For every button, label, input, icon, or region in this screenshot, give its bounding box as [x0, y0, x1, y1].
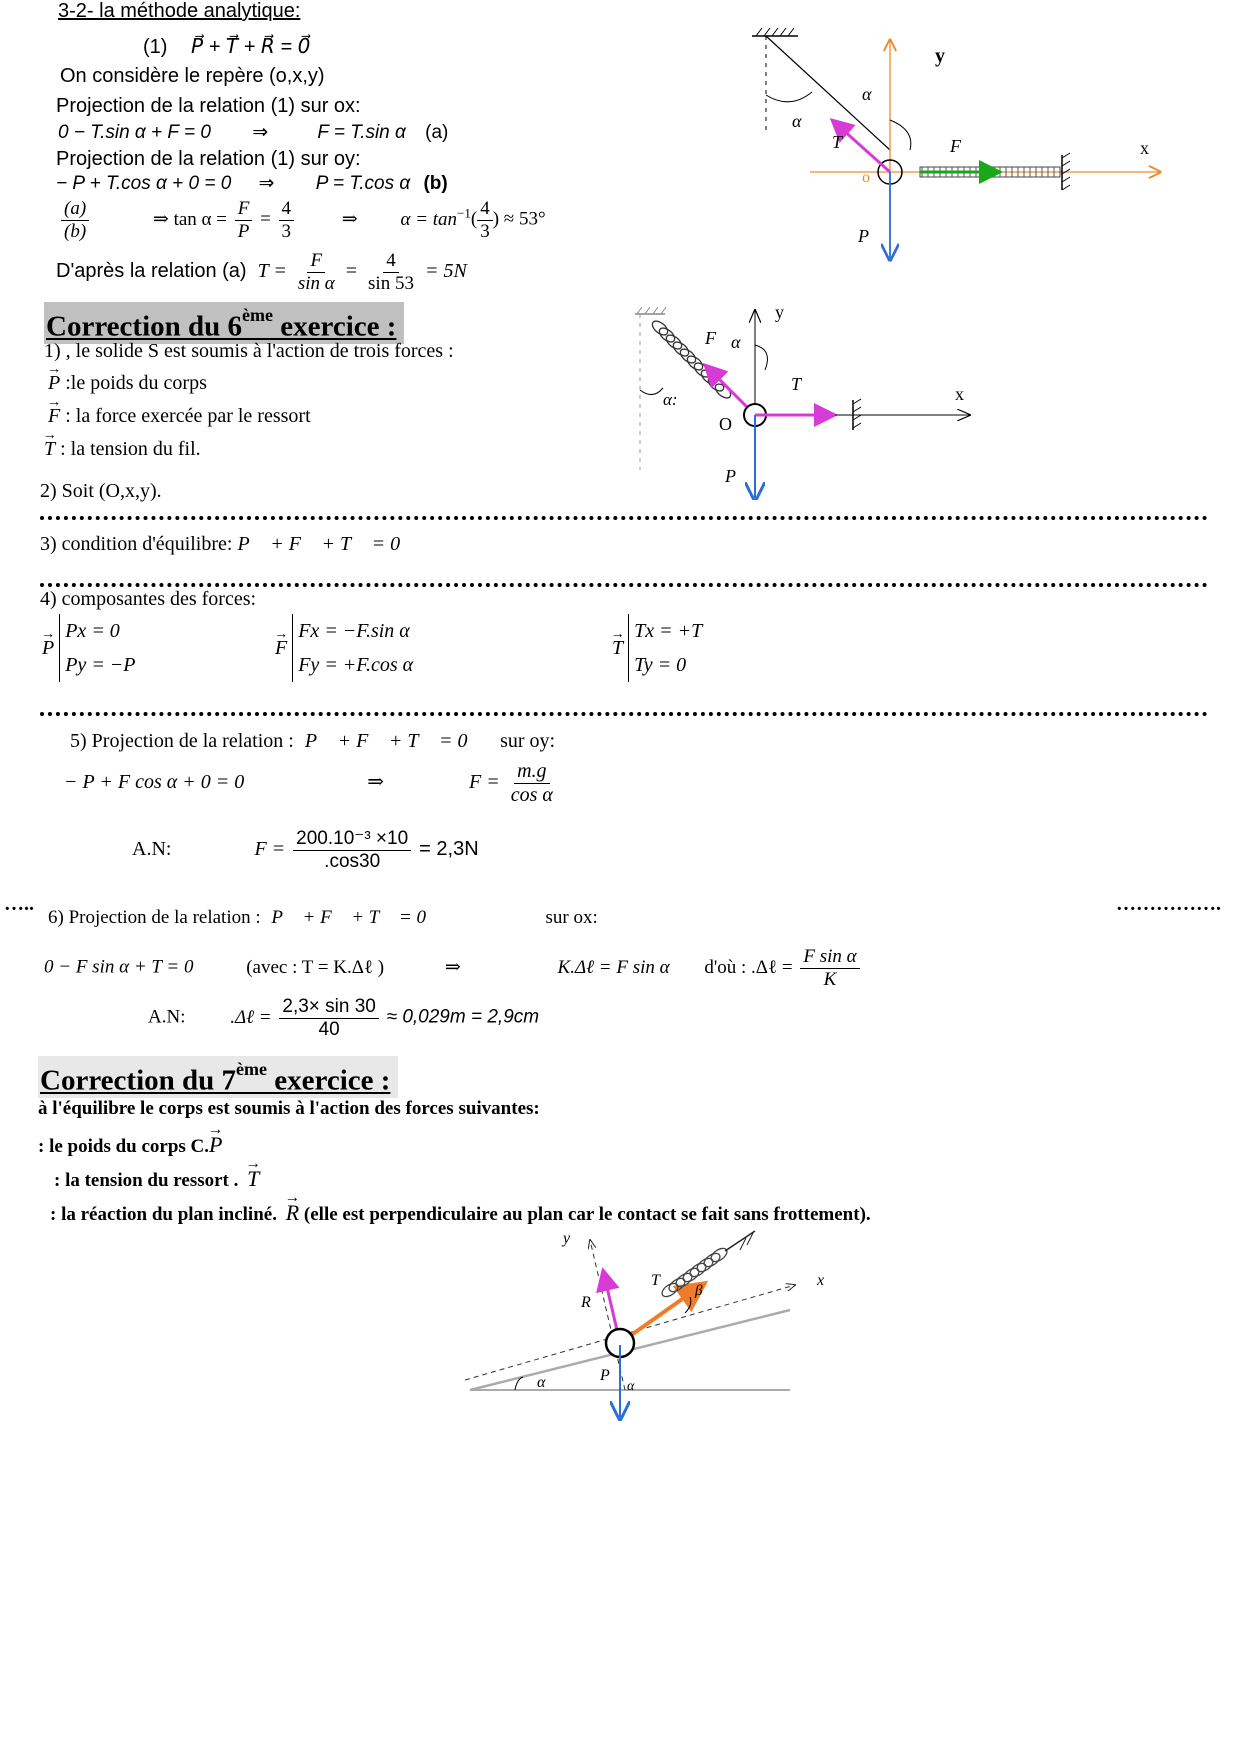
implies-arrow: ⇒: [341, 208, 358, 230]
fig3-alpha-label: α: [537, 1374, 546, 1391]
dots-left: …..: [4, 893, 34, 915]
Fx: Fx = −F.sin α: [298, 620, 410, 642]
vec-P-symbol: → P: [48, 372, 60, 395]
proj-ox-label: Projection de la relation (1) sur ox:: [56, 95, 361, 117]
fig2-P-label: P: [725, 466, 736, 486]
eq1: P⃗ + T⃗ + R⃗ = 0⃗: [191, 36, 311, 58]
fig1-o-label: o: [862, 169, 870, 186]
an5-frac: $\frac{\text{200.10⁻³ ×10}}{.\cos 30}$: [293, 828, 411, 873]
figure-2-spring-string: [615, 300, 985, 500]
repere-line: On considère le repère (o,x,y): [60, 65, 325, 87]
tan-frac: [235, 198, 253, 243]
an6-label: A.N:: [148, 1006, 186, 1028]
ratio-num: (a): [61, 198, 89, 221]
an6-dl: .Δℓ =: [230, 1006, 272, 1028]
vec-P-symbol: → P: [42, 637, 54, 660]
fig1-alpha-left: α: [792, 111, 802, 131]
vec-F-symbol: → F: [48, 405, 60, 428]
fig1-alpha-right: α: [862, 84, 872, 104]
fig2-alpha2-label: α:: [663, 390, 678, 409]
alpha-den: 3: [480, 220, 490, 242]
apres-den1: sin α: [297, 272, 335, 294]
vec-T-symbol: → T: [44, 438, 55, 461]
components-T: [612, 614, 702, 682]
fig3-y-label: y: [563, 1230, 571, 1247]
vec-T-symbol: → T: [612, 637, 623, 660]
components-F: [275, 614, 413, 682]
dotted-separator: [40, 712, 1208, 716]
implies-arrow: ⇒: [367, 771, 384, 794]
Px: Px = 0: [65, 620, 120, 642]
item5-equation: P⃗ + F⃗ + T⃗ = 0⃗: [304, 730, 484, 752]
tan-prefix: ⇒ tan α =: [152, 208, 227, 230]
angle-arc: [640, 388, 663, 395]
tan-eq: =: [260, 208, 271, 230]
ex6-force-F: → F : la force exercée par le ressort: [48, 405, 311, 428]
components-P: [42, 614, 136, 682]
proj-ox-row: [58, 121, 448, 144]
proj-ox-result: F = T.sin α: [317, 122, 406, 143]
ceiling-hatch: [635, 307, 666, 314]
P-components: [59, 614, 135, 682]
item6-avec: (avec : T = K.Δℓ ): [246, 956, 385, 978]
an6-result: ≈ 0,029m = 2,9cm: [386, 1006, 540, 1028]
vec-R-symbol: → R: [286, 1200, 299, 1226]
figure-1-pendulum-spring: [750, 20, 1170, 270]
angle-arc-alpha: [890, 120, 911, 150]
vec-F-symbol: → F: [275, 637, 287, 660]
fig3-x-label: x: [817, 1272, 825, 1289]
ex6-force-T: → T : la tension du fil.: [44, 438, 201, 461]
ratio-den: (b): [64, 220, 87, 242]
ex6-force-P: → P :le poids du corps: [48, 372, 207, 395]
item3-equation: P⃗ + F⃗ + T⃗ = 0⃗: [237, 533, 416, 555]
dots-right: …………….: [1116, 893, 1221, 915]
tan-value: [279, 198, 295, 243]
tan-val-num: 4: [279, 198, 295, 221]
angle-arc-beta: [685, 1297, 691, 1313]
item5-F: F =: [468, 771, 500, 794]
proj-oy-row: [56, 172, 448, 195]
item5-line: − P + F cos α + 0 = 0 ⇒ F = $\frac{m.g}{\text{cos α}}$: [64, 760, 559, 807]
an6-row: [148, 996, 539, 1041]
dotted-separator: [40, 516, 1208, 520]
F-components: [292, 614, 413, 682]
fig2-O-label: O: [719, 414, 732, 434]
T-components: [628, 614, 702, 682]
ex6-item-5: 5) Projection de la relation : P⃗ + F⃗ + T⃗ = 0⃗ sur oy:: [70, 730, 556, 752]
ex7-line-1: : le poids du corps C.→ P: [38, 1132, 222, 1158]
ex6-item-1: 1) , le solide S est soumis à l'action de trois forces :: [44, 340, 454, 362]
implies-arrow: ⇒: [252, 122, 269, 143]
angle-arc-alpha: [755, 345, 767, 370]
an-label: A.N:: [132, 837, 172, 860]
tag-a: (a): [425, 122, 449, 143]
apres-row: [56, 250, 467, 295]
fig3-alpha2-label: α: [627, 1379, 635, 1394]
apres-eq: =: [345, 259, 358, 282]
fig1-x-label: x: [1140, 138, 1149, 158]
tag-b: (b): [423, 173, 448, 194]
ex6-item-2: 2) Soit (O,x,y).: [40, 480, 162, 502]
an5-row: [132, 828, 479, 873]
vec-T-symbol: → T: [247, 1166, 259, 1192]
apres-num1: F: [307, 250, 325, 273]
ex7-intro: à l'équilibre le corps est soumis à l'action des forces suivantes:: [38, 1098, 540, 1119]
fig1-F-label: F: [950, 136, 961, 156]
angle-arc: [766, 92, 812, 102]
apres-den2: sin 53: [368, 272, 414, 294]
fig2-F-label: F: [705, 328, 716, 348]
ex6-item-6: 6) Projection de la relation : P⃗ + F⃗ + T⃗ = 0⃗ sur ox:: [48, 907, 598, 928]
alpha-result: ≈ 53°: [503, 208, 546, 230]
equation-1-row: [143, 34, 310, 59]
proj-ox-eq: 0 − T.sin α + F = 0: [58, 122, 211, 143]
ex6-item-3: 3) condition d'équilibre: P⃗ + F⃗ + T⃗ = 0⃗: [40, 533, 416, 555]
apres-T: T =: [257, 259, 287, 282]
apres-result: = 5N: [424, 259, 467, 282]
spring-anchor: [725, 1231, 755, 1251]
eq1-label: (1): [143, 36, 168, 58]
proj-oy-label: Projection de la relation (1) sur oy:: [56, 148, 361, 170]
item6-dou: d'où : .Δℓ =: [704, 956, 793, 978]
tan-val-den: 3: [281, 220, 292, 242]
anchor-hatch: [740, 1233, 753, 1250]
fig2-x-label: x: [955, 384, 964, 404]
alpha-open: (: [470, 208, 478, 230]
fig3-T-label: T: [651, 1272, 660, 1289]
Fy: Fy = +F.cos α: [298, 654, 414, 676]
item6-frac: $\frac{\text{F sin α}}{K}$: [800, 946, 859, 991]
item5-on: sur oy:: [500, 730, 556, 752]
proj-oy-eq: − P + T.cos α + 0 = 0: [56, 173, 232, 194]
implies-arrow: ⇒: [444, 956, 461, 978]
ex6-item-4: 4) composantes des forces:: [40, 588, 257, 610]
Tx: Tx = +T: [634, 620, 703, 642]
dotted-separator: [40, 583, 1208, 587]
alpha-close: ): [492, 208, 500, 230]
tan-frac-num: F: [235, 198, 253, 221]
item6-on: sur ox:: [545, 907, 598, 928]
Py: Py = −P: [65, 654, 136, 676]
fig2-alpha-label: α: [731, 332, 741, 352]
item6-line: 0 − F sin α + T = 0 (avec : T = K.Δℓ ) ⇒ K.Δℓ = F sin α d'où : .Δℓ = $\frac{\text{F sin α}}{K}$: [44, 946, 863, 991]
fig1-T-label: T: [832, 132, 843, 152]
fig1-y-label: y: [935, 45, 945, 67]
fig1-P-label: P: [858, 226, 869, 246]
implies-arrow: ⇒: [258, 173, 275, 194]
alpha-exp: −1: [457, 205, 471, 221]
heading-exercice-7: Correction du 7ème exercice :: [38, 1056, 398, 1098]
an5-result: = 2,3N: [419, 837, 479, 860]
item6-relation: K.Δℓ = F sin α: [557, 956, 670, 978]
alpha-num: 4: [477, 198, 493, 221]
alpha-frac: [477, 198, 493, 243]
ex7-line-3: : la réaction du plan incliné. → R (elle est perpendiculaire au plan car le contact se fait sans frottement).: [50, 1200, 871, 1226]
an5-F: F =: [254, 837, 286, 860]
Ty: Ty = 0: [634, 654, 687, 676]
section-title-3-2: 3-2- la méthode analytique:: [58, 0, 301, 22]
vec-P-symbol: → P: [209, 1132, 222, 1158]
fig3-R-label: R: [581, 1294, 591, 1311]
apres-frac1: [295, 250, 338, 295]
ex7-line-2: : la tension du ressort . → T: [54, 1166, 259, 1192]
item6-equation: P⃗ + F⃗ + T⃗ = 0⃗: [271, 907, 441, 928]
fig3-P-label: P: [600, 1367, 610, 1384]
apres-num2: 4: [383, 250, 399, 273]
apres-frac2: [365, 250, 417, 295]
apres-label: D'après la relation (a): [56, 259, 247, 282]
fig3-beta-label: β: [695, 1283, 703, 1299]
proj-oy-result: P = T.cos α: [315, 173, 411, 194]
figure-3-inclined-plane: [455, 1225, 855, 1425]
item5-frac: $\frac{m.g}{\text{cos α}}$: [510, 760, 553, 806]
fig2-y-label: y: [775, 302, 784, 322]
ratio-ab: [61, 198, 89, 243]
fig2-T-label: T: [791, 374, 802, 394]
an6-frac: $\frac{2,3\times \sin 30}{40}$: [279, 996, 379, 1041]
alpha-prefix: α = tan: [400, 208, 458, 230]
heading-exercice-6: Correction du 6ème exercice :: [44, 302, 404, 344]
tan-frac-den: P: [237, 220, 250, 242]
tan-alpha-row: [58, 198, 546, 243]
ceiling-hatch: [752, 28, 798, 36]
